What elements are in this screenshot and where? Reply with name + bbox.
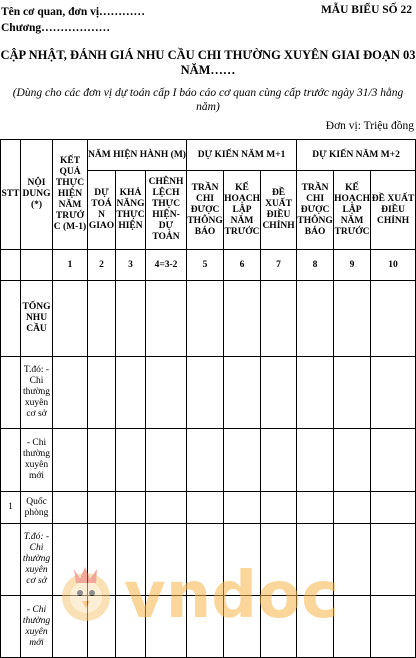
row-content: - Chi thường xuyên mới: [21, 596, 53, 658]
sub-m2-adjust: ĐỀ XUẤT ĐIỀU CHỈNH: [371, 171, 416, 250]
column-number-row: [1, 250, 416, 281]
value-cell[interactable]: [261, 429, 297, 492]
row-stt: 1: [1, 492, 21, 524]
value-cell[interactable]: [297, 429, 334, 492]
value-cell[interactable]: [187, 357, 224, 429]
header-group-m2: DỰ KIẾN NĂM M+2: [297, 140, 416, 171]
agency-line: Tên cơ quan, đơn vị…………: [1, 6, 146, 18]
row-stt: [1, 357, 21, 429]
value-cell[interactable]: [297, 492, 334, 524]
value-cell[interactable]: [261, 281, 297, 357]
row-content: Quốc phòng: [21, 492, 53, 524]
col-number: 6: [224, 250, 261, 281]
value-cell[interactable]: [261, 492, 297, 524]
col-number: 2: [88, 250, 116, 281]
sub-m1-ceiling: TRẦN CHI ĐƯỢC THÔNG BÁO: [187, 171, 224, 250]
chapter-line: Chương………………: [1, 22, 111, 34]
value-cell[interactable]: [187, 281, 224, 357]
col-number: 8: [297, 250, 334, 281]
value-cell[interactable]: [116, 357, 146, 429]
header-row-groups: [1, 140, 416, 171]
value-cell[interactable]: [224, 357, 261, 429]
header-group-m1: DỰ KIẾN NĂM M+1: [187, 140, 297, 171]
value-cell[interactable]: [334, 429, 371, 492]
row-stt: [1, 524, 21, 596]
value-cell[interactable]: [187, 429, 224, 492]
value-cell[interactable]: [371, 429, 416, 492]
header-prev-result: KẾT QUẢ THỰC HIỆN NĂM TRƯỚC (M-1): [53, 140, 88, 250]
value-cell[interactable]: [53, 357, 88, 429]
chicken-mascot-icon: [62, 567, 110, 621]
watermark-text: vndoc: [124, 559, 339, 633]
value-cell[interactable]: [371, 281, 416, 357]
sub-difference: CHÊNH LỆCH THỰC HIỆN-DỰ TOÁN: [146, 171, 187, 250]
value-cell[interactable]: [88, 429, 116, 492]
value-cell[interactable]: [334, 492, 371, 524]
sub-capacity: KHẢ NĂNG THỰC HIỆN: [116, 171, 146, 250]
watermark-logo: [52, 553, 392, 633]
table-row: [1, 281, 416, 357]
header-stt: STT: [1, 140, 21, 250]
sub-m2-ceiling: TRẦN CHI ĐƯỢC THÔNG BÁO: [297, 171, 334, 250]
col-number: 4=3-2: [146, 250, 187, 281]
row-content: TỔNG NHU CẦU: [21, 281, 53, 357]
value-cell[interactable]: [297, 357, 334, 429]
value-cell[interactable]: [224, 281, 261, 357]
value-cell[interactable]: [88, 357, 116, 429]
agency-header: [1, 4, 145, 36]
value-cell[interactable]: [116, 429, 146, 492]
value-cell[interactable]: [187, 492, 224, 524]
note-line-1: (Dùng cho các đơn vị dự toán cấp I báo cáo cơ quan cùng cấp trước ngày 31/3 hằng: [12, 87, 404, 99]
title-line-2: NĂM……: [180, 63, 236, 77]
value-cell[interactable]: [334, 281, 371, 357]
sub-estimate-assigned: DỰ TOÁN GIAO: [88, 171, 116, 250]
table-row: [1, 429, 416, 492]
row-stt: [1, 596, 21, 658]
col-number: 7: [261, 250, 297, 281]
unit-label: Đơn vị: Triệu đồng: [325, 120, 414, 132]
sub-m1-adjust: ĐỀ XUẤT ĐIỀU CHỈNH: [261, 171, 297, 250]
sub-m2-plan: KẾ HOẠCH LẬP NĂM TRƯỚC: [334, 171, 371, 250]
value-cell[interactable]: [88, 492, 116, 524]
value-cell[interactable]: [116, 281, 146, 357]
row-stt: [1, 429, 21, 492]
title-line-1: CẬP NHẬT, ĐÁNH GIÁ NHU CẦU CHI THƯỜNG XUYÊN GIAI ĐOẠN 03: [0, 48, 416, 62]
value-cell[interactable]: [146, 281, 187, 357]
value-cell[interactable]: [146, 357, 187, 429]
value-cell[interactable]: [224, 492, 261, 524]
value-cell[interactable]: [53, 492, 88, 524]
value-cell[interactable]: [261, 357, 297, 429]
row-stt: [1, 281, 21, 357]
col-number: 3: [116, 250, 146, 281]
value-cell[interactable]: [116, 492, 146, 524]
header-content: NỘI DUNG (*): [21, 140, 53, 250]
value-cell[interactable]: [297, 281, 334, 357]
col-number: 1: [53, 250, 88, 281]
value-cell[interactable]: [371, 492, 416, 524]
document-title: [0, 48, 416, 78]
row-content: T.đó: - Chi thường xuyên cơ sở: [21, 524, 53, 596]
col-number: 9: [334, 250, 371, 281]
form-code: MẪU BIỂU SỐ 22: [320, 4, 412, 16]
value-cell[interactable]: [88, 281, 116, 357]
document-note: [0, 86, 416, 114]
note-line-2: năm): [196, 101, 220, 113]
row-content: T.đó: - Chi thường xuyên cơ sở: [21, 357, 53, 429]
header-group-current: NĂM HIỆN HÀNH (M): [88, 140, 187, 171]
col-number: 10: [371, 250, 416, 281]
value-cell[interactable]: [53, 281, 88, 357]
value-cell[interactable]: [334, 357, 371, 429]
col-number: 5: [187, 250, 224, 281]
table-row: [1, 492, 416, 524]
value-cell[interactable]: [224, 429, 261, 492]
table-row: [1, 357, 416, 429]
value-cell[interactable]: [53, 429, 88, 492]
row-content: - Chi thường xuyên mới: [21, 429, 53, 492]
value-cell[interactable]: [146, 492, 187, 524]
value-cell[interactable]: [146, 429, 187, 492]
sub-m1-plan: KẾ HOẠCH LẬP NĂM TRƯỚC: [224, 171, 261, 250]
value-cell[interactable]: [371, 357, 416, 429]
